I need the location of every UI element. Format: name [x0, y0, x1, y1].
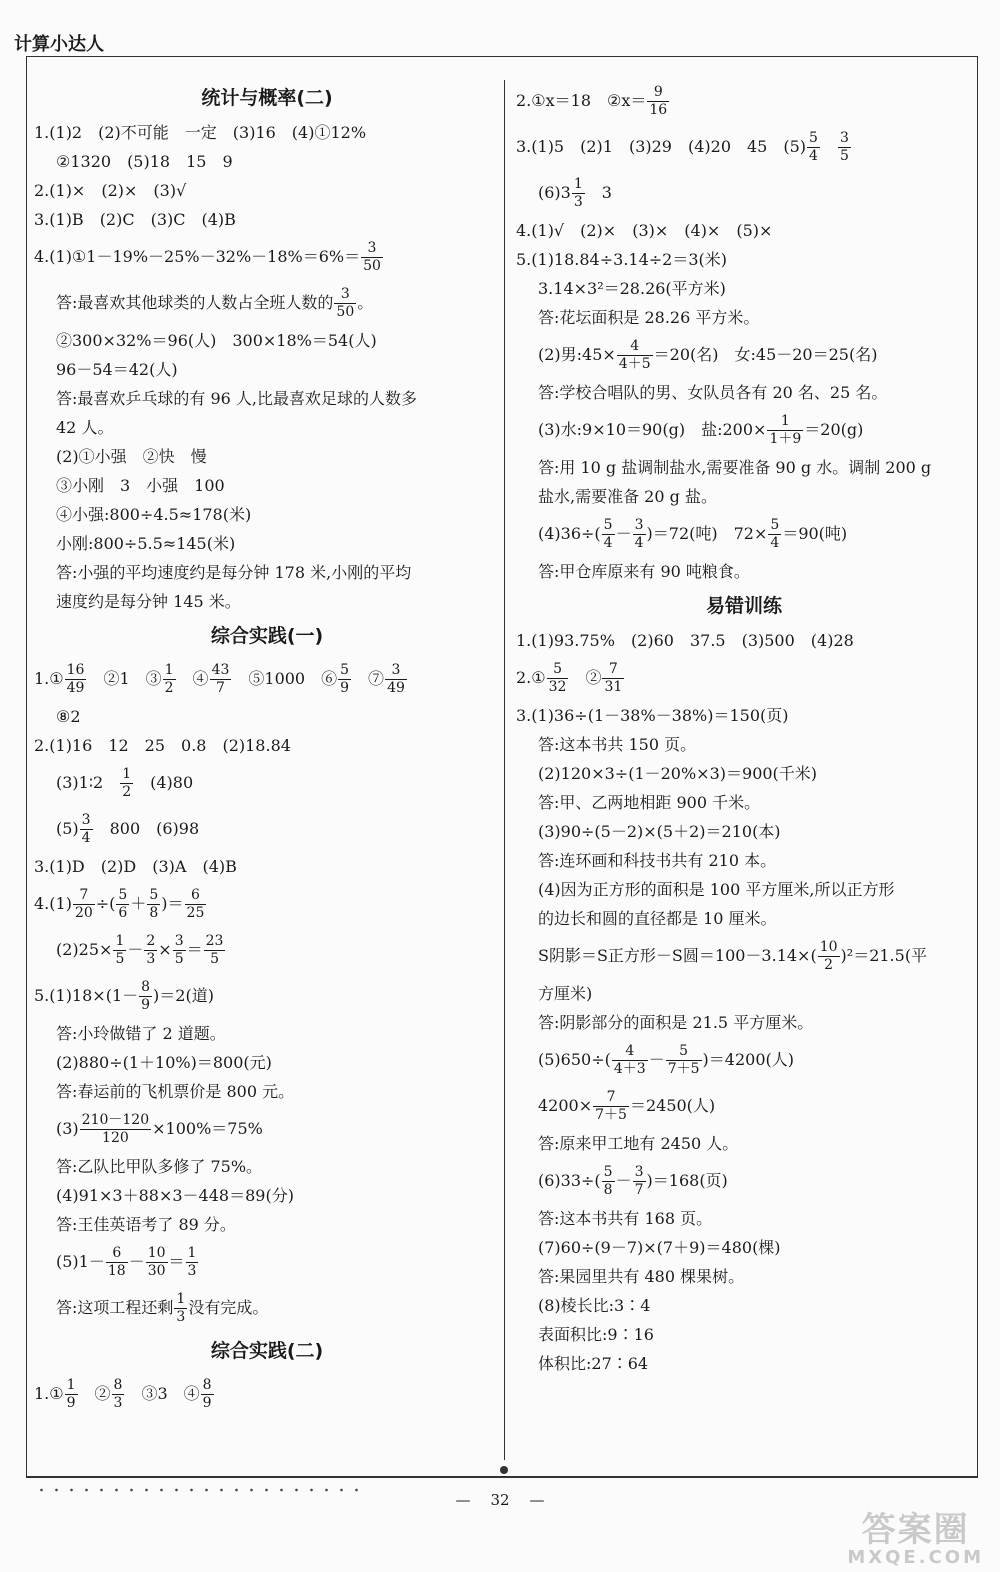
fraction	[139, 979, 152, 1014]
answer-text: －	[648, 1050, 665, 1069]
section-heading: 综合实践(一)	[210, 625, 324, 647]
fraction-numerator: 1	[187, 1245, 197, 1261]
fraction-numerator: 23	[205, 933, 224, 949]
answer-text: ＝20(名) 女:45－20＝25(名)	[653, 345, 878, 364]
answer-text: 800 (6)98	[93, 819, 200, 838]
answer-line: (2)120×3÷(1－20%×3)＝900(千米)	[538, 764, 818, 783]
watermark-logo-text: 答案圈	[861, 1510, 970, 1550]
fraction-denominator: 3	[187, 1263, 197, 1279]
answer-line: 2.(1)16 12 25 0.8 (2)18.84	[34, 736, 291, 755]
fraction	[113, 933, 126, 968]
fraction	[80, 812, 93, 847]
answer-text: 1.①	[34, 669, 64, 688]
left-column	[34, 78, 500, 1417]
fraction	[838, 130, 851, 165]
answer-line: 答:春运前的飞机票价是 800 元。	[56, 1082, 295, 1101]
answer-line: 3.(1)36÷(1－38%－38%)＝150(页)	[516, 706, 789, 725]
fraction-denominator: 5	[174, 951, 184, 967]
fraction-denominator: 4＋3	[613, 1061, 646, 1077]
fraction	[767, 413, 803, 448]
answer-line	[516, 170, 972, 216]
fraction-numerator: 8	[113, 1377, 123, 1393]
answer-text: 4.(1)	[34, 894, 72, 913]
answer-text: 答:最喜欢其他球类的人数占全班人数的	[56, 293, 334, 312]
answer-line	[516, 511, 972, 557]
answer-text: (3)水:9×10＝90(g) 盐:200×	[538, 420, 767, 439]
fraction	[112, 1377, 125, 1412]
dash-right: —	[529, 1491, 545, 1509]
answer-text: －	[128, 1252, 145, 1271]
answer-line: 体积比:27∶64	[538, 1354, 649, 1373]
answer-text: )＝72(吨) 72×	[646, 524, 768, 543]
fraction	[572, 176, 585, 211]
answer-line: 盐水,需要准备 20 g 盐。	[538, 487, 717, 506]
fraction	[174, 1291, 187, 1326]
fraction-denominator: 20	[74, 905, 93, 921]
fraction	[144, 933, 157, 968]
answer-line: 小刚:800÷5.5≈145(米)	[56, 534, 236, 553]
answer-line: 答:王佳英语考了 89 分。	[56, 1215, 236, 1234]
answer-text: ＝	[186, 940, 203, 959]
fraction-denominator: 8	[603, 1182, 613, 1198]
fraction-denominator: 16	[649, 102, 668, 118]
answer-line: 答:乙队比甲队多修了 75%。	[56, 1157, 263, 1176]
fraction-numerator: 5	[149, 887, 159, 903]
answer-line	[516, 1158, 972, 1204]
fraction	[807, 130, 820, 165]
fraction	[768, 517, 781, 552]
fraction-numerator: 3	[361, 240, 383, 258]
answer-text: －	[615, 1171, 632, 1190]
right-column	[516, 78, 972, 1378]
fraction	[173, 933, 186, 968]
answer-text: (5)1－	[56, 1252, 105, 1271]
answer-text: ×100%＝75%	[152, 1119, 263, 1138]
column-divider	[504, 80, 505, 1460]
answer-line: ②1320 (5)18 15 9	[56, 152, 233, 171]
watermark-url: MXQE.COM	[847, 1547, 984, 1568]
answer-text	[821, 137, 837, 156]
brand-title: 计算小达人	[14, 34, 104, 55]
answer-text: (4)36÷(	[538, 524, 601, 543]
answer-line: ③小刚 3 小强 100	[56, 476, 225, 495]
fraction	[106, 1245, 128, 1280]
answer-line	[516, 332, 972, 378]
fraction-numerator: 16	[66, 662, 85, 678]
fraction-denominator: 7	[216, 680, 225, 696]
answer-text: S阴影＝S正方形－S圆＝100－3.14×(	[538, 946, 817, 965]
answer-line: 答:果园里共有 480 棵果树。	[538, 1267, 745, 1286]
fraction-denominator: 3	[113, 1395, 123, 1411]
fraction-denominator: 32	[548, 679, 567, 695]
answer-line	[34, 760, 500, 806]
fraction	[201, 1377, 214, 1412]
answer-text: ②	[78, 1384, 111, 1403]
answer-text: (2)男:45×	[538, 345, 616, 364]
answer-line: 答:最喜欢乒乓球的有 96 人,比最喜欢足球的人数多	[56, 389, 418, 408]
answer-line: 答:阴影部分的面积是 21.5 平方厘米。	[538, 1013, 814, 1032]
answer-text: (4)80	[134, 773, 194, 792]
fraction-numerator: 5	[340, 662, 350, 678]
answer-text: 2.①x＝18 ②x＝	[516, 91, 647, 110]
answer-text: ×	[158, 940, 172, 959]
answer-line: 3.(1)B (2)C (3)C (4)B	[34, 210, 236, 229]
fraction-numerator: 43	[211, 662, 230, 678]
fraction-denominator: 3	[573, 194, 583, 210]
fraction	[73, 887, 95, 922]
answer-line: 答:甲、乙两地相距 900 千米。	[538, 793, 761, 812]
fraction	[647, 84, 669, 119]
answer-line: 答:小玲做错了 2 道题。	[56, 1024, 226, 1043]
fraction-denominator: 5	[839, 148, 849, 164]
answer-text: ⑦	[352, 669, 385, 688]
fraction	[334, 286, 356, 321]
answer-line: (7)60÷(9－7)×(7＋9)＝480(棵)	[538, 1238, 781, 1257]
answer-line	[516, 1037, 972, 1083]
answer-text: (3)	[56, 1119, 79, 1138]
answer-line	[34, 927, 500, 973]
answer-text: ②	[569, 668, 602, 687]
fraction	[116, 887, 129, 922]
fraction-denominator: 7＋5	[667, 1061, 700, 1077]
fraction-numerator: 4	[612, 1043, 648, 1061]
answer-text: ＋	[130, 894, 147, 913]
answer-text: (3)1∶2	[56, 773, 120, 792]
page-number	[430, 1488, 570, 1512]
fraction-numerator: 3	[385, 662, 407, 680]
page-number-value: 32	[490, 1491, 510, 1509]
answer-text: )²＝21.5(平	[840, 946, 928, 965]
fraction-denominator: 2	[122, 784, 132, 800]
answer-text: ③3 ④	[125, 1384, 200, 1403]
fraction-numerator: 210－120	[81, 1112, 150, 1128]
answer-line: 答:原来甲工地有 2450 人。	[538, 1134, 739, 1153]
fraction-numerator: 5	[809, 130, 818, 146]
answer-line: 答:花坛面积是 28.26 平方米。	[538, 308, 760, 327]
answer-text: 答:这项工程还剩	[56, 1298, 174, 1317]
fraction-denominator: 2	[824, 957, 834, 973]
fraction-denominator: 30	[147, 1263, 166, 1279]
fraction-numerator: 1	[66, 1377, 76, 1393]
answer-line: 1.(1)2 (2)不可能 一定 (3)16 (4)①12%	[34, 123, 367, 142]
answer-line: (2)①小强 ②快 慢	[56, 447, 207, 466]
answer-line: 42 人。	[56, 418, 114, 437]
fraction-denominator: 4	[603, 535, 613, 551]
answer-line	[34, 1239, 500, 1285]
fraction-denominator: 120	[102, 1130, 129, 1146]
fraction-numerator: 10	[819, 939, 838, 955]
fraction-numerator: 7	[73, 887, 95, 905]
fraction	[633, 517, 646, 552]
answer-line	[516, 655, 972, 701]
fraction-numerator: 1	[115, 933, 125, 949]
fraction-denominator: 50	[336, 304, 355, 320]
fraction	[602, 517, 615, 552]
answer-text: 2.①	[516, 668, 546, 687]
answer-text: ＝90(吨)	[782, 524, 848, 543]
fraction-numerator: 1	[164, 662, 174, 678]
fraction	[204, 933, 226, 968]
section-heading: 综合实践(二)	[210, 1340, 324, 1362]
fraction-numerator: 3	[839, 130, 849, 146]
watermark	[847, 1512, 984, 1568]
divider-bullet	[500, 1466, 508, 1474]
answer-text: 3.(1)5 (2)1 (3)29 (4)20 45 (5)	[516, 137, 807, 156]
fraction-denominator: 9	[66, 1395, 76, 1411]
answer-text: ＝20(g)	[804, 420, 864, 439]
fraction-denominator: 4	[770, 535, 780, 551]
answer-text: (5)650÷(	[538, 1050, 611, 1069]
answer-text: )＝	[161, 894, 184, 913]
fraction	[612, 1043, 648, 1078]
fraction-numerator: 3	[334, 286, 356, 304]
fraction	[210, 662, 232, 697]
answer-line: 4.(1)√ (2)× (3)× (4)× (5)×	[516, 221, 773, 240]
fraction-numerator: 8	[141, 979, 151, 995]
fraction	[818, 939, 840, 974]
answer-line	[34, 881, 500, 927]
answer-text: ＝	[168, 1252, 185, 1271]
answer-line	[34, 656, 500, 702]
fraction-numerator: 1	[176, 1291, 186, 1307]
answer-line: 答:学校合唱队的男、女队员各有 20 名、25 名。	[538, 383, 888, 402]
dash-left: —	[455, 1491, 471, 1509]
fraction-numerator: 7	[593, 1089, 629, 1107]
fraction-numerator: 3	[634, 1164, 644, 1180]
fraction	[361, 240, 383, 275]
answer-line: 3.14×3²＝28.26(平方米)	[538, 279, 726, 298]
answer-text: 没有完成。	[188, 1298, 269, 1317]
fraction-denominator: 18	[107, 1263, 126, 1279]
fraction-denominator: 50	[363, 258, 381, 274]
answer-line: 表面积比:9∶16	[538, 1325, 654, 1344]
answer-text: 4200×	[538, 1096, 593, 1115]
answer-text: ＝2450(人)	[629, 1096, 716, 1115]
answer-text: 4.(1)①1－19%－25%－32%－18%＝6%＝	[34, 247, 361, 266]
answer-line: 答:小强的平均速度约是每分钟 178 米,小刚的平均	[56, 563, 412, 582]
fraction	[602, 661, 624, 696]
answer-text: )＝2(道)	[153, 986, 214, 1005]
fraction-numerator: 5	[603, 1164, 613, 1180]
answer-line	[516, 124, 972, 170]
fraction-numerator: 5	[770, 517, 780, 533]
answer-line	[34, 806, 500, 852]
fraction	[65, 1377, 78, 1412]
answer-text: ⑤1000 ⑥	[232, 669, 338, 688]
fraction-numerator: 1	[122, 766, 132, 782]
fraction-denominator: 49	[66, 680, 85, 696]
fraction-numerator: 8	[202, 1377, 212, 1393]
fraction-denominator: 5	[210, 951, 220, 967]
answer-line: 速度约是每分钟 145 米。	[56, 592, 241, 611]
answer-line	[34, 1106, 500, 1152]
fraction	[602, 1164, 615, 1199]
answer-text: (6)3	[538, 183, 571, 202]
fraction-numerator: 5	[118, 887, 128, 903]
answer-line	[34, 1285, 500, 1331]
answer-line: 答:这本书共有 168 页。	[538, 1209, 713, 1228]
fraction	[547, 661, 569, 696]
fraction-numerator: 1	[767, 413, 803, 431]
fraction-numerator: 5	[603, 517, 613, 533]
answer-text: 1.①	[34, 1384, 64, 1403]
answer-line	[516, 1083, 972, 1129]
answer-text: )＝168(页)	[646, 1171, 728, 1190]
fraction	[120, 766, 133, 801]
fraction-numerator: 7	[602, 661, 624, 679]
answer-line	[34, 1371, 500, 1417]
fraction	[338, 662, 351, 697]
fraction-numerator: 3	[174, 933, 184, 949]
dotted-rule	[34, 1488, 364, 1492]
fraction-numerator: 5	[666, 1043, 702, 1061]
answer-text: 。	[357, 293, 374, 312]
fraction-denominator: 4	[81, 830, 91, 846]
fraction-numerator: 9	[647, 84, 669, 102]
fraction-denominator: 7＋5	[595, 1107, 627, 1123]
answer-line: 3.(1)D (2)D (3)A (4)B	[34, 857, 237, 876]
fraction-denominator: 8	[149, 905, 159, 921]
fraction-denominator: 4	[809, 148, 818, 164]
fraction	[65, 662, 87, 697]
answer-line	[34, 280, 500, 326]
section-heading: 统计与概率(二)	[201, 87, 333, 109]
answer-line	[34, 973, 500, 1019]
fraction-denominator: 6	[118, 905, 128, 921]
fraction-denominator: 9	[340, 680, 350, 696]
answer-line: (4)91×3＋88×3－448＝89(分)	[56, 1186, 294, 1205]
answer-text: －	[127, 940, 144, 959]
answer-line	[34, 234, 500, 280]
fraction-denominator: 25	[186, 905, 205, 921]
answer-line: ②300×32%＝96(人) 300×18%＝54(人)	[56, 331, 377, 350]
answer-line: ④小强:800÷4.5≈178(米)	[56, 505, 252, 524]
fraction-numerator: 6	[185, 887, 207, 905]
answer-line: 答:连环画和科技书共有 210 本。	[538, 851, 777, 870]
answer-line: (2)880÷(1＋10%)＝800(元)	[56, 1053, 272, 1072]
fraction-denominator: 7	[634, 1182, 644, 1198]
answer-line: (8)棱长比:3∶4	[538, 1296, 651, 1315]
fraction	[385, 662, 407, 697]
fraction-numerator: 1	[573, 176, 583, 192]
fraction	[633, 1164, 646, 1199]
answer-line	[516, 78, 972, 124]
answer-text: ②1 ③	[87, 669, 162, 688]
fraction	[666, 1043, 702, 1078]
answer-text: (2)25×	[56, 940, 113, 959]
answer-line: 96－54＝42(人)	[56, 360, 178, 379]
fraction-numerator: 6	[106, 1245, 128, 1263]
answer-line: ⑧2	[56, 707, 81, 726]
fraction-numerator: 3	[634, 517, 644, 533]
answer-line: 5.(1)18.84÷3.14÷2＝3(米)	[516, 250, 728, 269]
answer-text: (6)33÷(	[538, 1171, 601, 1190]
answer-text: (5)	[56, 819, 79, 838]
answer-text: ÷(	[95, 894, 116, 913]
fraction	[80, 1112, 151, 1147]
answer-line: 的边长和圆的直径都是 10 厘米。	[538, 909, 777, 928]
answer-line: 答:这本书共 150 页。	[538, 735, 697, 754]
answer-text: 3	[585, 183, 612, 202]
fraction	[617, 338, 653, 373]
fraction	[147, 887, 160, 922]
answer-line: 答:用 10 g 盐调制盐水,需要准备 90 g 水。调制 200 g	[538, 458, 932, 477]
fraction	[163, 662, 176, 697]
fraction-denominator: 31	[604, 679, 623, 695]
fraction-denominator: 4＋5	[618, 356, 651, 372]
fraction	[186, 1245, 199, 1280]
answer-line	[516, 933, 972, 979]
answer-text: －	[615, 524, 632, 543]
fraction-denominator: 1＋9	[769, 431, 802, 447]
fraction-denominator: 9	[202, 1395, 212, 1411]
fraction	[146, 1245, 168, 1280]
answer-line: 方厘米)	[538, 984, 593, 1003]
fraction	[185, 887, 207, 922]
answer-line: 2.(1)× (2)× (3)√	[34, 181, 187, 200]
fraction	[593, 1089, 629, 1124]
answer-text: ④	[176, 669, 209, 688]
answer-text: 5.(1)18×(1－	[34, 986, 139, 1005]
section-heading: 易错训练	[705, 595, 782, 617]
answer-line: 答:甲仓库原来有 90 吨粮食。	[538, 562, 750, 581]
fraction-denominator: 5	[115, 951, 125, 967]
answer-line: 1.(1)93.75% (2)60 37.5 (3)500 (4)28	[516, 631, 854, 650]
answer-line: (4)因为正方形的面积是 100 平方厘米,所以正方形	[538, 880, 895, 899]
fraction-denominator: 4	[634, 535, 644, 551]
fraction-denominator: 3	[146, 951, 156, 967]
fraction-denominator: 49	[387, 680, 405, 696]
fraction-numerator: 5	[547, 661, 569, 679]
fraction-denominator: 2	[164, 680, 174, 696]
answer-line: (3)90÷(5－2)×(5＋2)＝210(本)	[538, 822, 781, 841]
fraction-numerator: 2	[146, 933, 156, 949]
fraction-denominator: 9	[141, 997, 151, 1013]
fraction-denominator: 3	[176, 1309, 186, 1325]
fraction-numerator: 10	[147, 1245, 166, 1261]
fraction-numerator: 3	[81, 812, 91, 828]
answer-line	[516, 407, 972, 453]
answer-text: )＝4200(人)	[702, 1050, 794, 1069]
fraction-numerator: 4	[617, 338, 653, 356]
